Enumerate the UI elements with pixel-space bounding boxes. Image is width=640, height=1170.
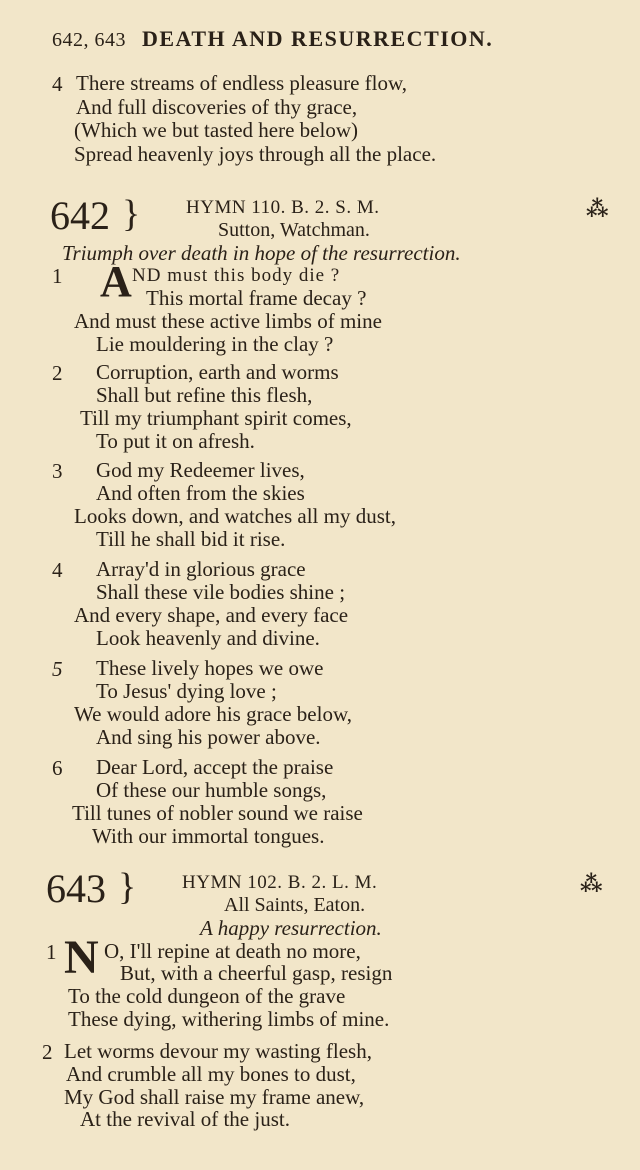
drop-cap: N: [64, 931, 99, 984]
verse-line: Spread heavenly joys through all the place.: [74, 142, 437, 166]
verse-line: Shall but refine this flesh,: [96, 383, 313, 407]
verse-line: To put it on afresh.: [96, 429, 255, 453]
verse-line: This mortal frame decay ?: [146, 286, 367, 310]
brace-glyph: }: [118, 866, 137, 908]
stanza-number: 1: [46, 940, 57, 964]
verse-line: And often from the skies: [96, 481, 305, 505]
verse-line: Shall these vile bodies shine ;: [96, 580, 346, 604]
stanza-number: 1: [52, 264, 63, 288]
stanza-number: 4: [52, 72, 63, 96]
verse-line: And crumble all my bones to dust,: [66, 1062, 356, 1086]
verse-line: We would adore his grace below,: [74, 702, 353, 726]
verse-line: O, I'll repine at death no more,: [104, 939, 361, 963]
page-title: DEATH AND RESURRECTION.: [142, 26, 494, 51]
verse-line: Looks down, and watches all my dust,: [74, 504, 396, 528]
hymn-subtitle: A happy resurrection.: [200, 916, 382, 940]
hymn-number: 642: [50, 193, 110, 238]
hymn-subtitle: Triumph over death in hope of the resurrection.: [62, 241, 461, 265]
verse-line: Till he shall bid it rise.: [96, 527, 286, 551]
brace-glyph: }: [122, 193, 141, 235]
verse-line: To the cold dungeon of the grave: [68, 984, 346, 1008]
verse-line: And full discoveries of thy grace,: [76, 95, 358, 119]
verse-line: But, with a cheerful gasp, resign: [120, 961, 393, 985]
verse-line: These lively hopes we owe: [96, 656, 324, 680]
stanza-number: 2: [52, 361, 63, 385]
tune-names: All Saints, Eaton.: [224, 894, 366, 916]
ornament-mark: ⁂: [580, 871, 603, 896]
verse-line: Of these our humble songs,: [96, 778, 327, 802]
verse-line: Lie mouldering in the clay ?: [96, 332, 334, 356]
verse-line: ND must this body die ?: [132, 265, 341, 286]
verse-line: Array'd in glorious grace: [96, 557, 306, 581]
stanza-number: 4: [52, 558, 63, 582]
verse-line: (Which we but tasted here below): [74, 118, 358, 142]
page-numbers: 642, 643: [52, 29, 126, 51]
verse-line: Till my triumphant spirit comes,: [80, 406, 352, 430]
verse-line: Let worms devour my wasting flesh,: [64, 1039, 372, 1063]
verse-line: These dying, withering limbs of mine.: [68, 1007, 390, 1031]
drop-cap: A: [100, 257, 132, 306]
verse-line: There streams of endless pleasure flow,: [76, 71, 408, 95]
verse-line: To Jesus' dying love ;: [96, 679, 277, 703]
verse-line: And every shape, and every face: [74, 603, 349, 627]
stanza-number: 5: [52, 657, 63, 681]
verse-line: With our immortal tongues.: [92, 824, 325, 848]
verse-line: At the revival of the just.: [80, 1107, 290, 1131]
verse-line: Dear Lord, accept the praise: [96, 755, 334, 779]
ornament-mark: ⁂: [586, 196, 609, 221]
verse-line: And must these active limbs of mine: [74, 309, 382, 333]
stanza-number: 2: [42, 1040, 53, 1064]
verse-line: My God shall raise my frame anew,: [64, 1085, 365, 1109]
stanza-number: 6: [52, 756, 63, 780]
running-head: [52, 26, 493, 52]
verse-line: Till tunes of nobler sound we raise: [72, 801, 363, 825]
stanza-number: 3: [52, 459, 63, 483]
tune-names: Sutton, Watchman.: [218, 219, 370, 241]
verse-line: And sing his power above.: [96, 725, 321, 749]
hymn-meta: HYMN 102. B. 2. L. M.: [182, 872, 378, 893]
verse-line: Look heavenly and divine.: [96, 626, 320, 650]
verse-line: God my Redeemer lives,: [96, 458, 305, 482]
verse-line: Corruption, earth and worms: [96, 360, 339, 384]
hymn-number: 643: [46, 866, 106, 911]
hymn-meta: HYMN 110. B. 2. S. M.: [186, 197, 380, 218]
